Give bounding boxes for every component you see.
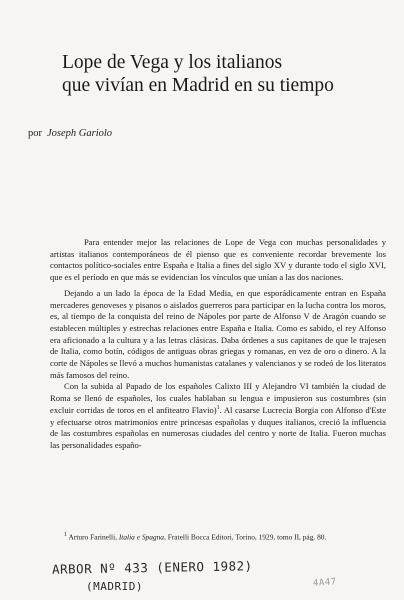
article-title-line-1: Lope de Vega y los italianos xyxy=(62,52,283,73)
footnote-marker: 1 xyxy=(64,532,68,538)
handwritten-source-note: ARBOR Nº 433 (ENERO 1982) xyxy=(51,558,253,577)
paragraph-3-part-a: Con la subida al Papado de los españoles Calixto III y Alejandro VI también la ciudad de Roma se llenó de españoles, los cuales hablaban su lengua e impusieron sus costumbres (sin excluir corridas de toros en el anfiteatro Flavio) xyxy=(50,381,386,415)
article-byline xyxy=(28,128,112,139)
footnote-reference[interactable]: 1 xyxy=(216,404,220,411)
footnote xyxy=(50,530,386,542)
footnote-work-title: Italia e Spagna, xyxy=(118,532,166,542)
paragraph-2: Dejando a un lado la época de la Edad Media, en que esporádicamente entran en España mercaderes genoveses y pisanos o aislados guerreros para participar en la lucha contra los moros, es, al tiempo de la conquista del reino de Nápoles por parte de Alfonso V de Aragón cuando se establecen múltiples y estrechas relaciones entre España e Italia. Como es sabido, el rey Alfonso era aficionado a la cultura y a las letras clásicas. Daba órdenes a sus capitanes de que le trajesen de Italia, como botín, códigos de antiguas obras griegas y romanas, en vez de oro o dinero. A la corte de Nápoles se llevó a muchos humanistas catalanes y valencianos y se rodeó de los literatos más famosos del reino. xyxy=(50,287,386,380)
article-body xyxy=(50,237,386,452)
footnote-author: Arturo Farinelli, xyxy=(68,532,117,542)
byline-prefix: por xyxy=(28,128,42,139)
handwritten-place-note: (MADRID) xyxy=(86,580,143,593)
footnote-publication: Fratelli Bocca Editori, Torino, 1929, tomo II, pág. 80. xyxy=(167,532,327,542)
paragraph-3 xyxy=(50,381,386,451)
paragraph-1: Para entender mejor las relaciones de Lope de Vega con muchas personalidades y artistas italianos contemporáneos de él pienso que es conveniente recordar brevemente los contactos político-sociales entre España e Italia a fines del siglo XV y durante todo el siglo XVI, que es el período en que más se evidencian los vínculos que unían a las dos naciones. xyxy=(50,237,386,283)
author-name: Joseph Gariolo xyxy=(47,128,113,139)
paragraph-3-part-b: . Al casarse Lucrecia Borgia con Alfonso d'Este y efectuarse otros matrimonios entre princesas españolas y duques italianos, creció la influencia de las costumbres españolas en numerosas ciudades del centro y norte de Italia. Fueron muchas las personalidades españo- xyxy=(50,404,387,450)
article-title-line-2: que vivían en Madrid en su tiempo xyxy=(62,75,334,96)
handwritten-archive-code: 4A47 xyxy=(312,577,338,589)
